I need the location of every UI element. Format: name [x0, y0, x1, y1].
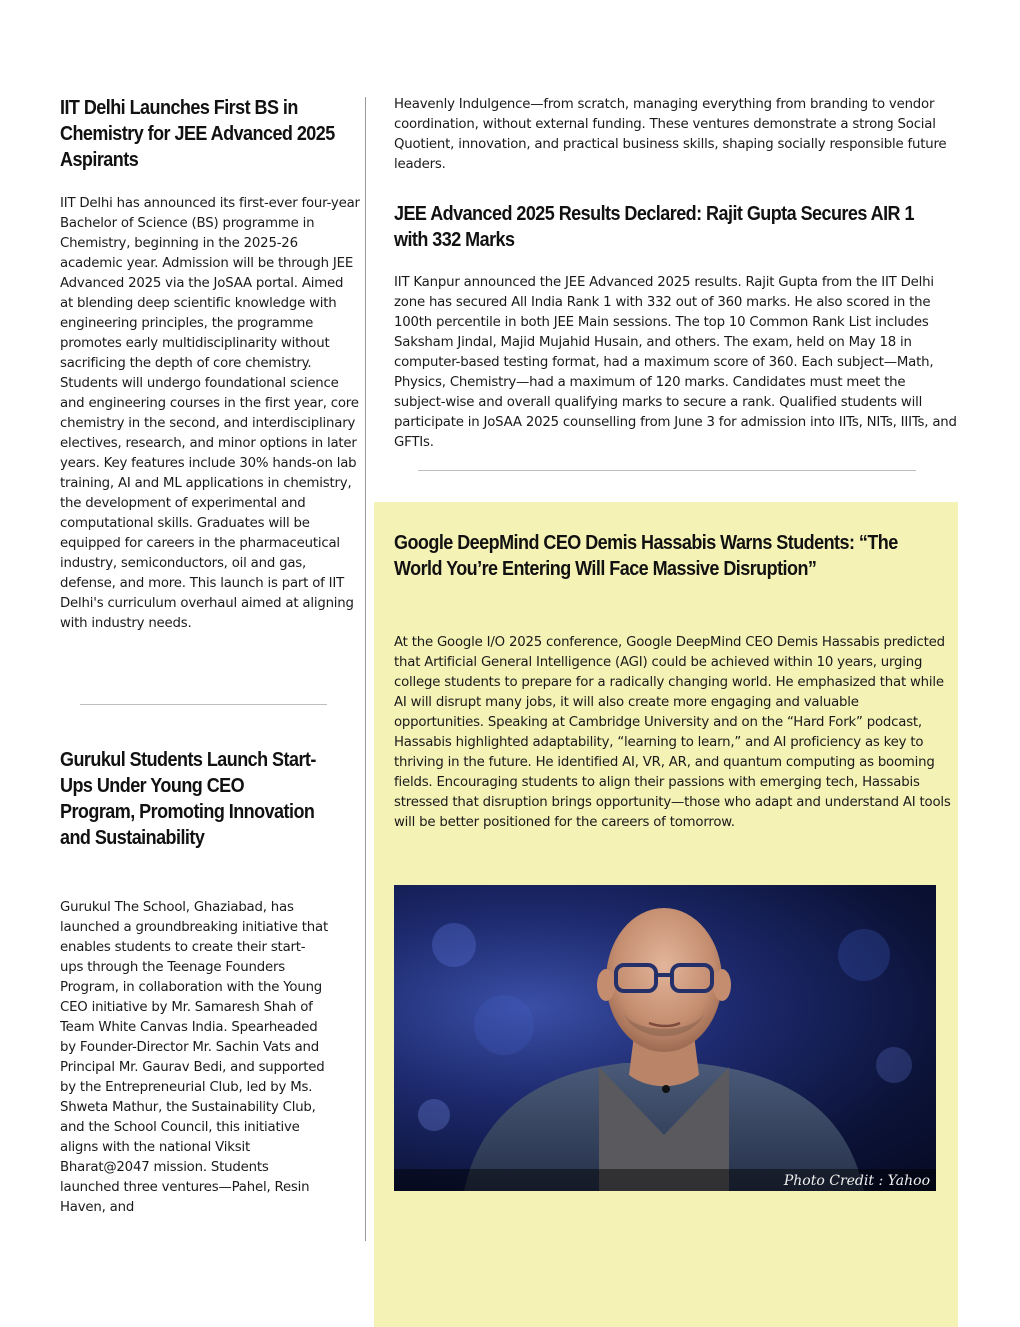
- article-body-iit-delhi: IIT Delhi has announced its first-ever four-year Bachelor of Science (BS) programme in Chemistry, beginning in the 2025-26 academic year. Admission will be through JEE Advanced 2025 via the JoSAA portal. Aimed at blending deep scientific knowledge with engineering principles, the programme promotes early multidisciplinarity without sacrificing the depth of core chemistry. Students will undergo foundational science and engineering courses in the first year, core chemistry in the second, and interdisciplinary electives, research, and minor options in later years. Key features include 30% hands-on lab training, AI and ML applications in chemistry, the development of experimental and computational skills. Graduates will be equipped for careers in the pharmaceutical industry, semiconductors, oil and gas, defense, and more. This launch is part of IIT Delhi's curriculum overhaul aimed at aligning with industry needs.: [60, 196, 360, 631]
- article-body-deepmind: At the Google I/O 2025 conference, Google DeepMind CEO Demis Hassabis predicted that Artificial General Intelligence (AGI) could be achieved within 10 years, urging college students to prepare for a radically changing world. He emphasized that while AI will disrupt many jobs, it will also create more engaging and valuable opportunities. Speaking at Cambridge University and on the “Hard Fork” podcast, Hassabis highlighted adaptability, “learning to learn,” and AI proficiency as key to thriving in the future. He identified AI, VR, AR, and quantum computing as booming fields. Encouraging students to align their passions with emerging tech, Hassabis stressed that disruption brings opportunity—those who adapt and understand AI tools will be better positioned for the careers of tomorrow.: [394, 635, 951, 830]
- article-photo: [394, 885, 936, 1191]
- article-body-jee-results: IIT Kanpur announced the JEE Advanced 2025 results. Rajit Gupta from the IIT Delhi zone has secured All India Rank 1 with 332 out of 360 marks. He also scored in the 100th percentile in both JEE Main sessions. The top 10 Common Rank List includes Saksham Jindal, Majid Mujahid Husain, and others. The exam, held on May 18 in computer-based testing format, had a maximum score of 360. Each subject—Math, Physics, Chemistry—had a maximum of 120 marks. Candidates must meet the subject-wise and overall qualifying marks to secure a rank. Qualified students will participate in JoSAA 2025 counselling from June 3 for admission into IITs, NITs, IIITs, and GFTIs.: [394, 275, 957, 450]
- section-divider: [418, 470, 916, 471]
- article-headline-gurukul: Gurukul Students Launch Start-Ups Under Young CEO Program, Promoting Innovation and Sustainability: [60, 749, 316, 849]
- article-headline-deepmind: Google DeepMind CEO Demis Hassabis Warns Students: “The World You’re Entering Will Face Massive Disruption”: [394, 532, 898, 580]
- column-divider: [365, 97, 366, 1241]
- photo-credit: Photo Credit : Yahoo: [783, 1173, 930, 1189]
- article-headline-jee-results: JEE Advanced 2025 Results Declared: Rajit Gupta Secures AIR 1 with 332 Marks: [394, 203, 914, 251]
- article-headline-iit-delhi: IIT Delhi Launches First BS in Chemistry for JEE Advanced 2025 Aspirants: [60, 97, 335, 171]
- section-divider: [80, 704, 327, 705]
- article-body-gurukul-continued: Heavenly Indulgence—from scratch, managing everything from branding to vendor coordination, without external funding. These ventures demonstrate a strong Social Quotient, innovation, and practical business skills, shaping socially responsible future leaders.: [394, 97, 947, 172]
- portrait-illustration: [394, 885, 936, 1191]
- article-body-gurukul: Gurukul The School, Ghaziabad, has launched a groundbreaking initiative that enables students to create their start-ups through the Teenage Founders Program, in collaboration with the Young CEO initiative by Mr. Samaresh Shah of Team White Canvas India. Spearheaded by Founder-Director Mr. Sachin Vats and Principal Mr. Gaurav Bedi, and supported by the Entrepreneurial Club, led by Ms. Shweta Mathur, the Sustainability Club, and the School Council, this initiative aligns with the national Viksit Bharat@2047 mission. Students launched three ventures—Pahel, Resin Haven, and: [60, 900, 328, 1215]
